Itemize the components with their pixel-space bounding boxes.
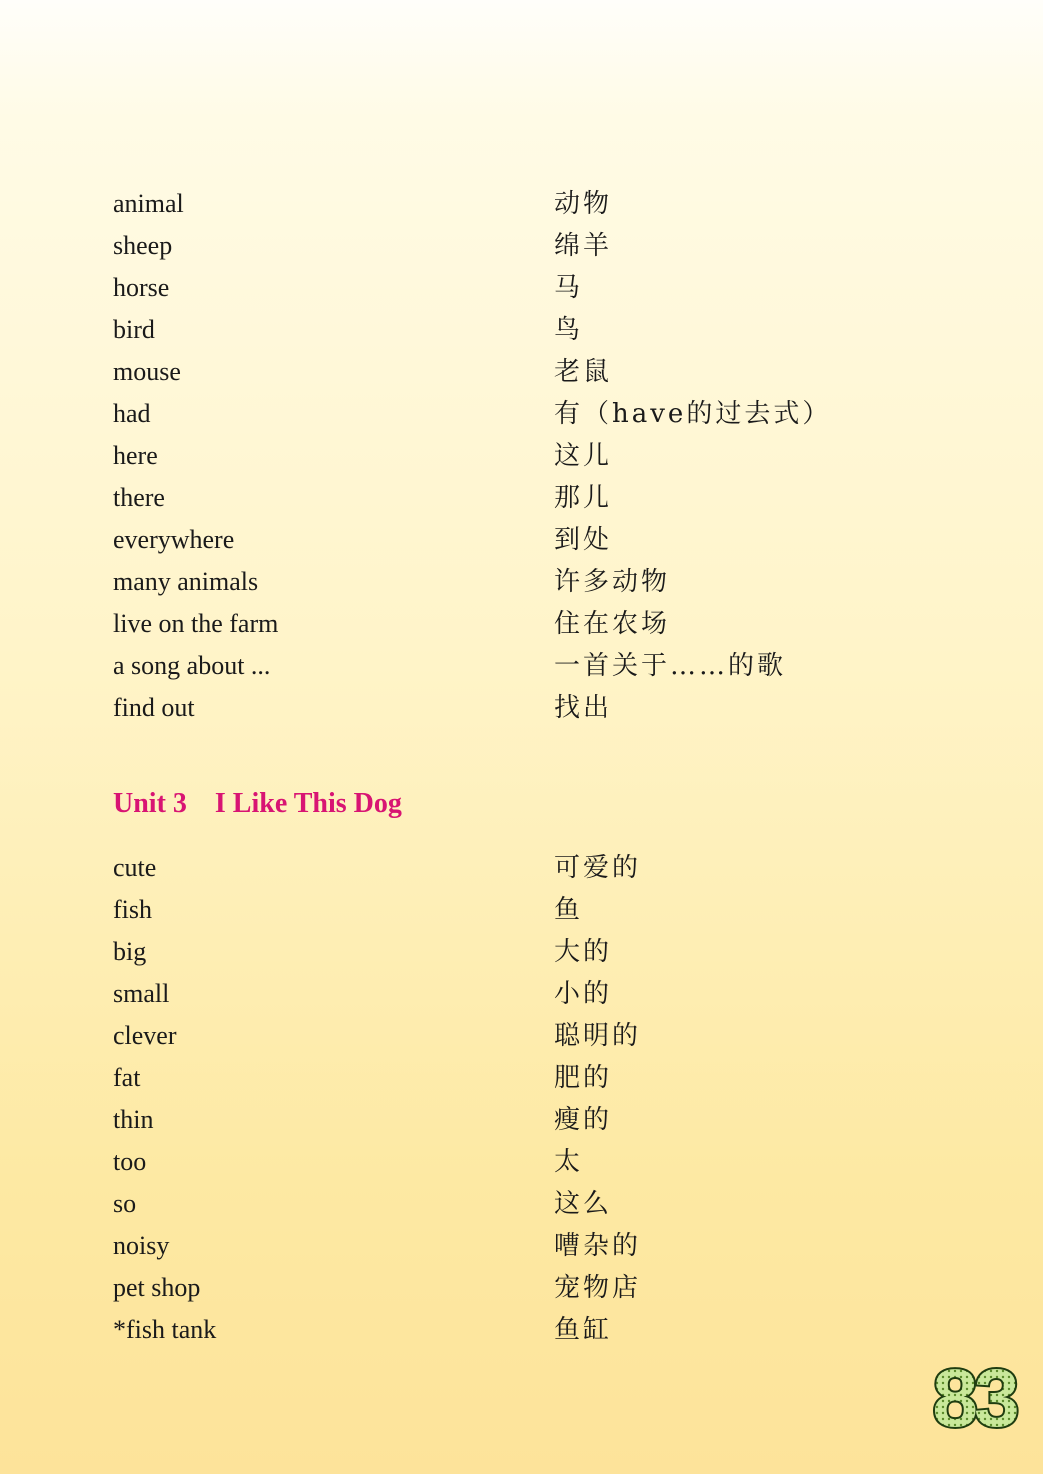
page-number-text: 83: [932, 1362, 1016, 1434]
vocab-row: [113, 267, 913, 309]
chinese-meaning: 鱼: [554, 895, 584, 925]
english-word: *fish tank: [113, 1315, 217, 1344]
chinese-meaning: 这儿: [554, 441, 613, 471]
english-word: fish: [113, 895, 152, 924]
vocab-row: [113, 603, 913, 645]
chinese-meaning: 许多动物: [554, 567, 671, 597]
chinese-meaning: 嘈杂的: [554, 1231, 642, 1261]
english-word: here: [113, 441, 158, 470]
vocab-row: [113, 225, 913, 267]
english-word: a song about ...: [113, 651, 271, 680]
english-word: clever: [113, 1021, 177, 1050]
english-word: find out: [113, 693, 195, 722]
english-word: bird: [113, 315, 155, 344]
english-word: noisy: [113, 1231, 170, 1260]
chinese-meaning: 大的: [554, 937, 613, 967]
english-word: live on the farm: [113, 609, 279, 638]
vocab-row: [113, 351, 913, 393]
english-word: mouse: [113, 357, 181, 386]
english-word: so: [113, 1189, 137, 1218]
chinese-meaning: 瘦的: [554, 1105, 613, 1135]
english-word: sheep: [113, 231, 173, 260]
english-word: everywhere: [113, 525, 235, 554]
chinese-meaning: 找出: [554, 693, 613, 723]
chinese-meaning: 可爱的: [554, 853, 642, 883]
vocab-row: [113, 1099, 913, 1141]
english-word: pet shop: [113, 1273, 201, 1302]
unit-label: Unit 3: [113, 788, 187, 819]
chinese-meaning: 鸟: [554, 315, 584, 345]
english-word: there: [113, 483, 165, 512]
chinese-meaning: 住在农场: [554, 609, 671, 639]
chinese-meaning: 马: [554, 273, 584, 303]
english-word: small: [113, 979, 170, 1008]
vocab-row: [113, 183, 913, 225]
vocab-row: [113, 973, 913, 1015]
vocab-row: [113, 889, 913, 931]
english-word: fat: [113, 1063, 141, 1092]
vocab-row: [113, 561, 913, 603]
chinese-meaning: 这么: [554, 1189, 613, 1219]
unit2-vocab-list: [113, 183, 913, 729]
english-word: too: [113, 1147, 147, 1176]
vocab-row: [113, 645, 913, 687]
english-word: many animals: [113, 567, 259, 596]
chinese-meaning: 那儿: [554, 483, 613, 513]
chinese-meaning: 绵羊: [554, 231, 613, 261]
vocab-row: [113, 847, 913, 889]
vocab-row: [113, 1141, 913, 1183]
vocab-row: [113, 435, 913, 477]
english-word: cute: [113, 853, 157, 882]
english-word: thin: [113, 1105, 154, 1134]
vocab-row: [113, 477, 913, 519]
vocab-row: [113, 309, 913, 351]
vocab-row: [113, 393, 913, 435]
vocab-row: [113, 1309, 913, 1351]
english-word: had: [113, 399, 151, 428]
unit-heading: [113, 788, 402, 820]
vocab-row: [113, 1225, 913, 1267]
chinese-meaning: 肥的: [554, 1063, 613, 1093]
vocab-row: [113, 1183, 913, 1225]
chinese-meaning: 到处: [554, 525, 613, 555]
chinese-meaning: 一首关于……的歌: [554, 651, 787, 681]
chinese-meaning: 鱼缸: [554, 1315, 613, 1345]
vocab-row: [113, 519, 913, 561]
unit-title: I Like This Dog: [214, 788, 402, 819]
vocab-row: [113, 1267, 913, 1309]
chinese-meaning: 太: [554, 1147, 584, 1177]
english-word: big: [113, 937, 147, 966]
vocab-row: [113, 1057, 913, 1099]
english-word: animal: [113, 189, 184, 218]
chinese-meaning: 动物: [554, 189, 613, 219]
vocab-row: [113, 931, 913, 973]
unit3-vocab-list: [113, 847, 913, 1351]
chinese-meaning: 小的: [554, 979, 613, 1009]
page-number: [922, 1362, 1026, 1434]
chinese-meaning: 老鼠: [554, 357, 613, 387]
english-word: horse: [113, 273, 170, 302]
chinese-meaning: 宠物店: [554, 1273, 642, 1303]
chinese-meaning: 聪明的: [554, 1021, 642, 1051]
vocab-row: [113, 687, 913, 729]
vocab-row: [113, 1015, 913, 1057]
chinese-meaning: 有（have的过去式）: [554, 399, 832, 429]
